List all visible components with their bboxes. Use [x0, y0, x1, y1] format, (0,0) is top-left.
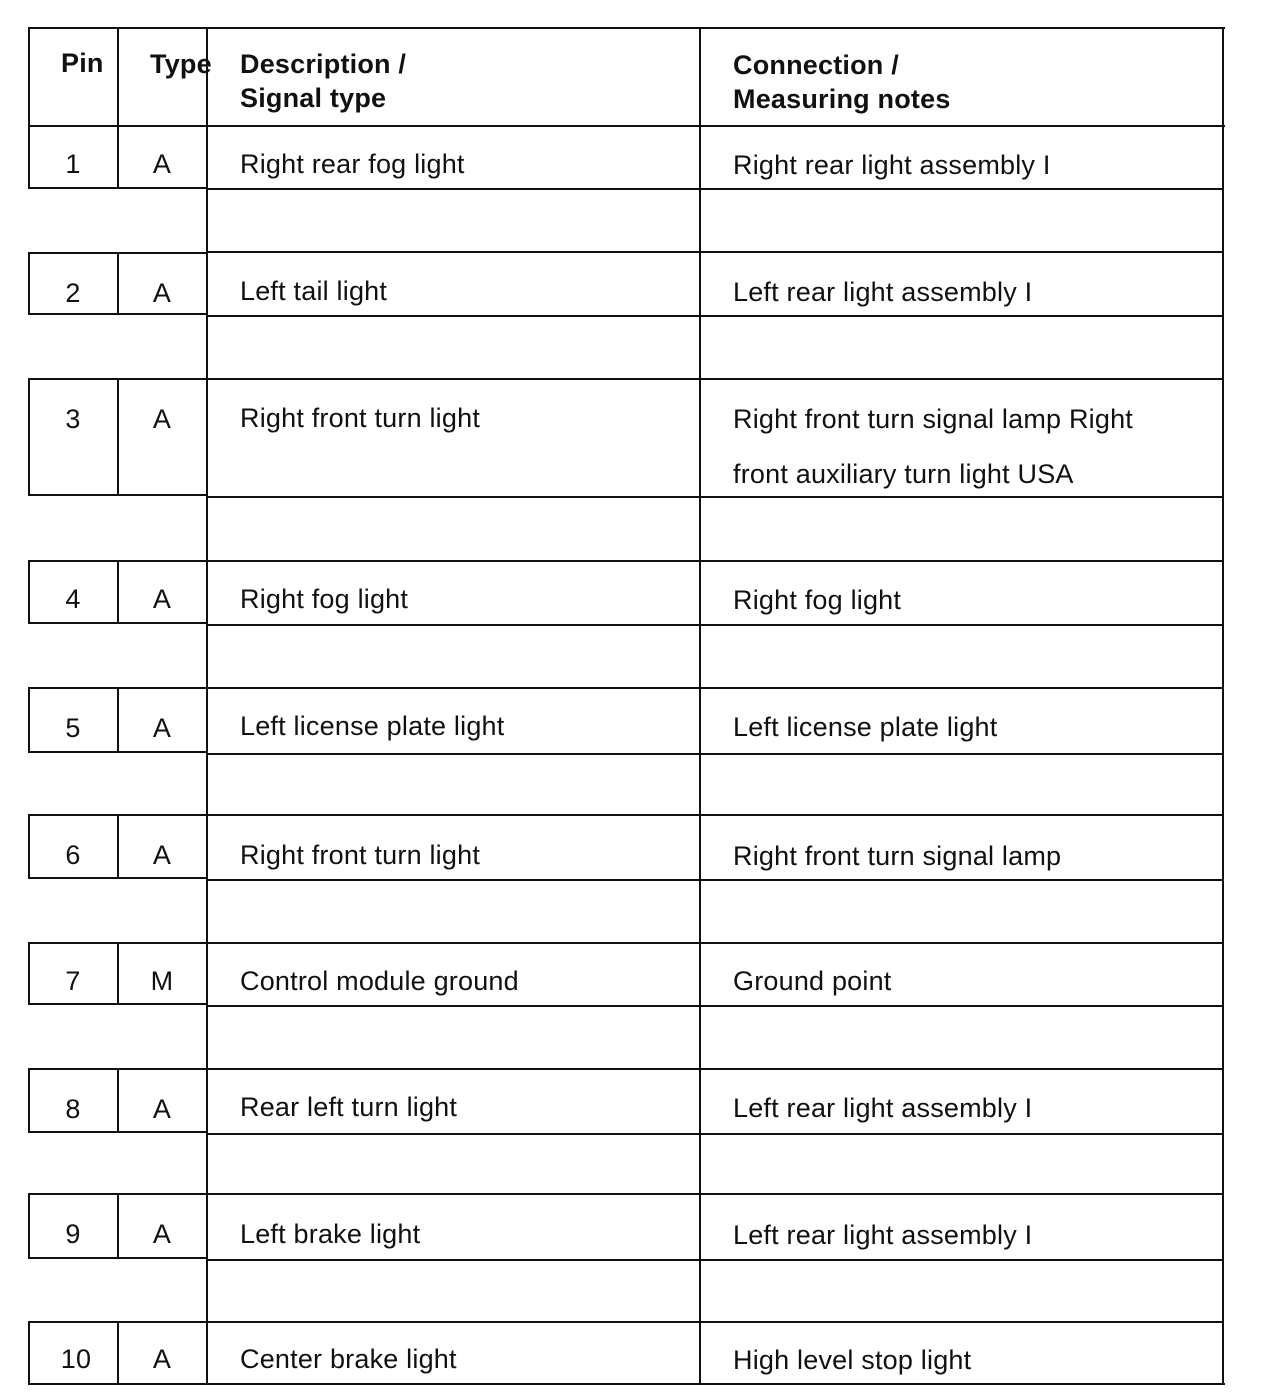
pin-number: 10 [60, 1344, 92, 1374]
pin-type: M [150, 966, 174, 996]
pin-description: Left license plate light [240, 711, 505, 741]
pin-type: A [152, 1344, 172, 1374]
header-left-border [28, 27, 30, 127]
pin-connection: High level stop light [733, 1345, 972, 1375]
pin-number: 4 [65, 584, 81, 614]
header-connection-line2: Measuring notes [733, 84, 951, 114]
pin-type: A [152, 278, 172, 308]
pin-type: A [152, 404, 172, 434]
pin-description: Control module ground [240, 966, 519, 996]
pin-connection: Right rear light assembly I [733, 150, 1051, 180]
pin-description: Right rear fog light [240, 149, 465, 179]
pin-description: Right front turn light [240, 403, 481, 433]
table-bottom-border [28, 1383, 1225, 1385]
header-pin: Pin [61, 48, 104, 78]
desc-conn-divider [699, 27, 701, 1385]
pin-connection: Right front turn signal lamp [733, 841, 1062, 871]
pin-number: 7 [65, 966, 81, 996]
pin-description: Left brake light [240, 1219, 421, 1249]
pin-number: 3 [65, 404, 81, 434]
pin-type: A [152, 1094, 172, 1124]
pin-type: A [152, 584, 172, 614]
pin-description: Left tail light [240, 276, 388, 306]
header-pin-type-divider [117, 27, 119, 127]
pin-number: 5 [65, 713, 81, 743]
pin-connection: Left rear light assembly I [733, 277, 1033, 307]
header-description-line1: Description / [240, 49, 407, 79]
pin-description: Rear left turn light [240, 1092, 458, 1122]
pin-description: Right front turn light [240, 840, 481, 870]
pin-description: Center brake light [240, 1344, 457, 1374]
pin-connection: Ground point [733, 966, 892, 996]
pin-type: A [152, 149, 172, 179]
pin-number: 9 [65, 1219, 81, 1249]
pin-connection: Left license plate light [733, 712, 998, 742]
pin-connection: Left rear light assembly I [733, 1220, 1033, 1250]
pin-type: A [152, 1219, 172, 1249]
header-type: Type [150, 49, 212, 79]
pin-description: Right fog light [240, 584, 409, 614]
header-connection-line1: Connection / [733, 50, 899, 80]
pin-type: A [152, 713, 172, 743]
pin-connection-line2: front auxiliary turn light USA [733, 459, 1074, 489]
header-description-line2: Signal type [240, 83, 387, 113]
pin-number: 2 [65, 278, 81, 308]
pin-number: 6 [65, 840, 81, 870]
pin-connection: Right front turn signal lamp Right [733, 404, 1133, 434]
type-desc-divider [206, 27, 208, 1385]
pin-number: 8 [65, 1094, 81, 1124]
pin-number: 1 [65, 149, 81, 179]
pin-connection: Left rear light assembly I [733, 1093, 1033, 1123]
pin-connection: Right fog light [733, 585, 902, 615]
pin-type: A [152, 840, 172, 870]
table-right-border [1222, 27, 1224, 1385]
